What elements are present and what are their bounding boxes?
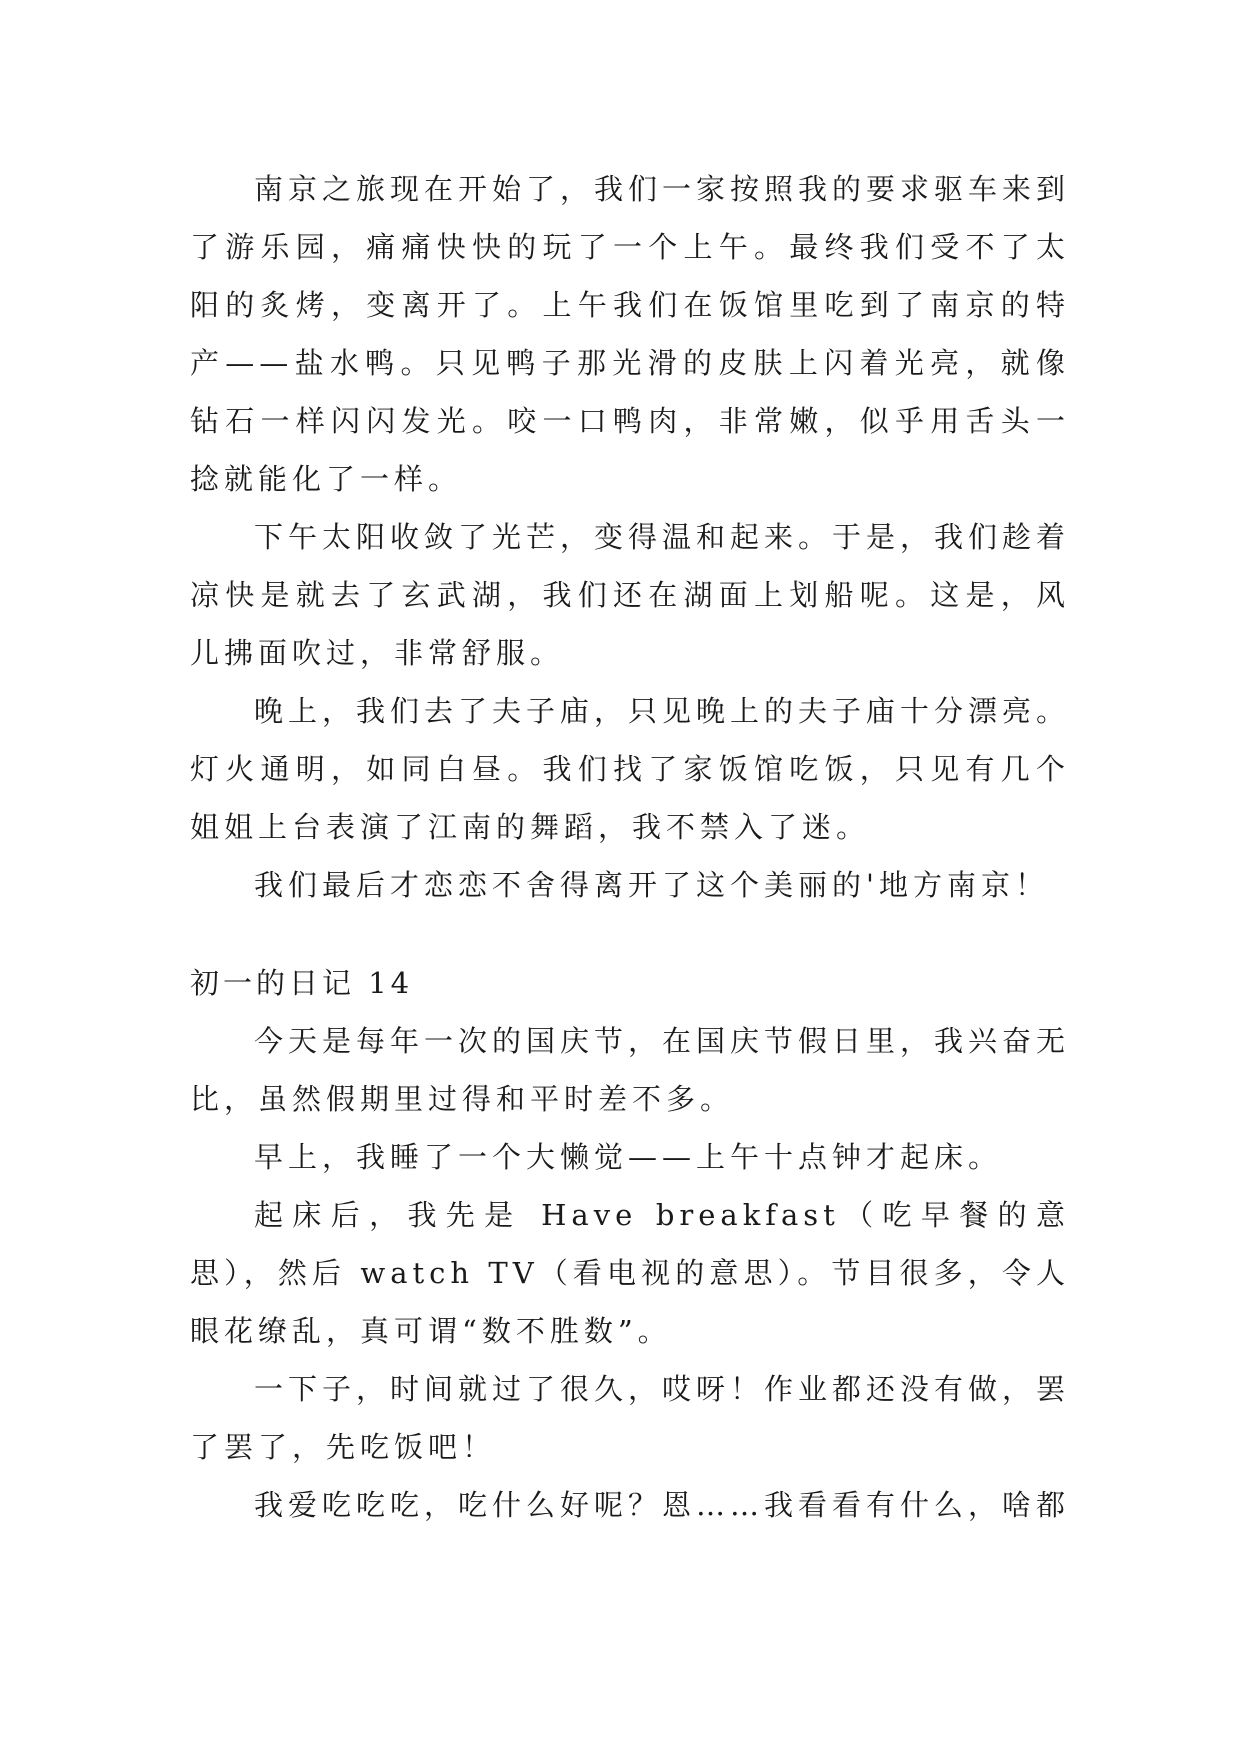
- paragraph: 下午太阳收敛了光芒，变得温和起来。于是，我们趁着凉快是就去了玄武湖，我们还在湖面上划船呢。这是，风儿拂面吹过，非常舒服。: [190, 520, 1071, 670]
- paragraph: 今天是每年一次的国庆节，在国庆节假日里，我兴奋无比，虽然假期里过得和平时差不多。: [190, 1024, 1071, 1116]
- paragraph: 起床后，我先是 Have breakfast（吃早餐的意思），然后 watch TV（看电视的意思）。节目很多，令人眼花缭乱，真可谓“数不胜数”。: [190, 1198, 1070, 1348]
- paragraph: 晚上，我们去了夫子庙，只见晚上的夫子庙十分漂亮。灯火通明，如同白昼。我们找了家饭馆吃饭，只见有几个姐姐上台表演了江南的舞蹈，我不禁入了迷。: [190, 694, 1071, 844]
- document-body: [190, 160, 1070, 1534]
- paragraph: 早上，我睡了一个大懒觉——上午十点钟才起床。: [254, 1140, 1003, 1174]
- paragraph: 一下子，时间就过了很久，哎呀！作业都还没有做，罢了罢了，先吃饭吧！: [190, 1372, 1071, 1464]
- paragraph: 我们最后才恋恋不舍得离开了这个美丽的'地方南京！: [254, 868, 1049, 902]
- paragraph: 我爱吃吃吃，吃什么好呢？恩……我看看有什么，啥都: [254, 1488, 1071, 1522]
- section-heading: 初一的日记 14: [190, 966, 414, 1000]
- paragraph: 南京之旅现在开始了，我们一家按照我的要求驱车来到了游乐园，痛痛快快的玩了一个上午。最终我们受不了太阳的炙烤，变离开了。上午我们在饭馆里吃到了南京的特产——盐水鸭。只见鸭子那光滑的皮肤上闪着光亮，就像钻石一样闪闪发光。咬一口鸭肉，非常嫩，似乎用舌头一捻就能化了一样。: [190, 172, 1071, 496]
